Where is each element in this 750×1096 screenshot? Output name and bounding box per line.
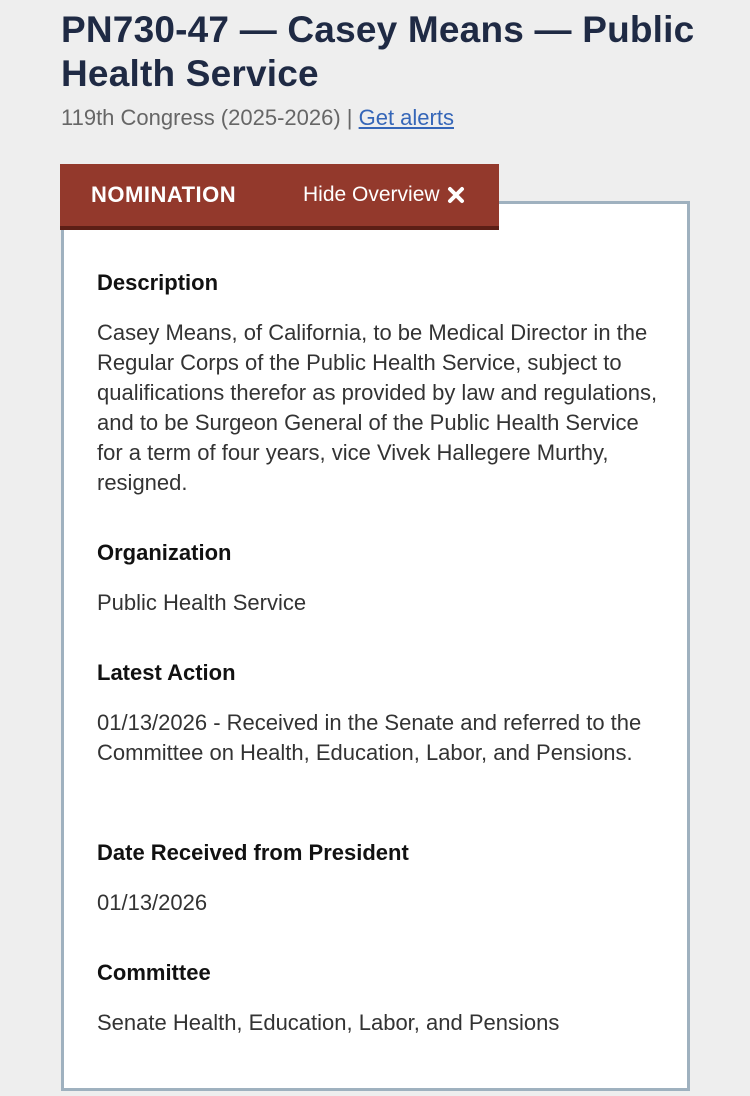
description-value: Casey Means, of California, to be Medical Director in the Regular Corps of the Public Health Service, subject to qualifications therefor as provided by law and regulations, and to be Surgeon General of the Public Health Service for a term of four years, vice Vivek Hallegere Murthy, resigned. [97,320,658,495]
latest-action-label: Latest Action [97,660,236,685]
page-title: PN730-47 — Casey Means — Public Health Service [61,9,695,94]
latest-action-section [97,658,667,768]
overview-tab-bar [60,164,499,230]
description-section [97,268,667,498]
committee-label: Committee [97,960,211,985]
nomination-tab-label: NOMINATION [91,182,237,207]
description-label: Description [97,270,219,295]
overview-card [61,201,690,1091]
close-icon [447,186,465,204]
hide-overview-button[interactable] [303,182,465,208]
organization-label: Organization [97,540,232,565]
hide-overview-label: Hide Overview [303,183,440,206]
get-alerts-link[interactable]: Get alerts [358,105,454,130]
date-received-label: Date Received from President [97,840,409,865]
date-received-section [97,838,667,918]
committee-value: Senate Health, Education, Labor, and Pensions [97,1010,560,1035]
congress-text: 119th Congress (2025-2026) | [61,105,359,130]
latest-action-value: 01/13/2026 - Received in the Senate and referred to the Committee on Health, Education, Labor, and Pensions. [97,710,642,765]
date-received-value: 01/13/2026 [97,890,208,915]
organization-section [97,538,667,618]
organization-value: Public Health Service [97,590,307,615]
congress-line [61,104,454,132]
committee-section [97,958,667,1038]
